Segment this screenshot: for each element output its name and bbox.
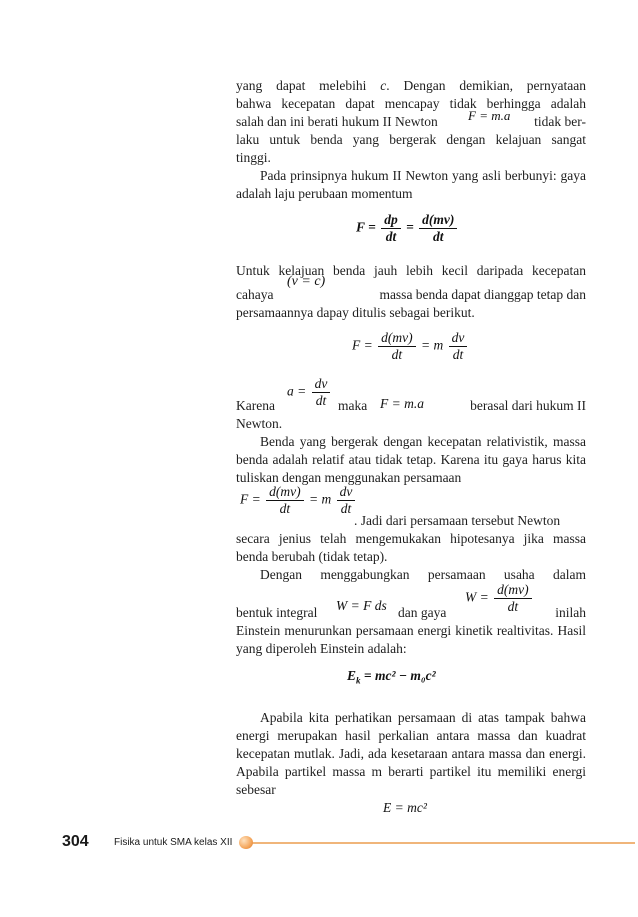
paragraph-7: Apabila kita perhatikan persamaan di atas tampak bahwa energi merupakan hasil perkalian antara massa dan kuadrat kecepatan mutlak. Jadi, ada kesetaraan antara massa dan energi. Apabila partikel massa m berarti partikel itu memiliki energi sebesar <box>236 710 586 797</box>
equation-f-ma: F = m.a <box>380 396 424 411</box>
paragraph-1 <box>236 77 586 167</box>
paragraph-5-cont: . Jadi dari persamaan tersebut Newton secara jenius telah mengemukakan hipotesanya jika massa benda berubah (tidak tetap). <box>236 513 586 564</box>
book-title: Fisika untuk SMA kelas XII <box>114 837 233 848</box>
text-line: laku untuk benda yang bergerak dengan kelajuan sangat <box>236 132 586 147</box>
equation-w-fds: W = F ds <box>336 598 387 613</box>
paragraph-2: Pada prinsipnya hukum II Newton yang asli berbunyi: gaya adalah laju perubaan momentum <box>236 168 586 201</box>
footer-rule <box>250 842 635 844</box>
paragraph-3: Untuk kelajuan benda jauh lebih kecil daripada kecepatan cahaya massa benda dapat dianggap tetap dan persamaannya dapay ditulis sebagai berikut. <box>236 263 586 320</box>
text-line: salah dan ini berati hukum II Newton tidak ber- <box>236 114 586 129</box>
equation-force-relativistic: F = $\frac{d(mv)}{dt}$ = m $\frac{dv}{dt}$ <box>352 330 469 363</box>
equation-momentum: F = $\frac{dp}{dt}$ = $\frac{d(mv)}{dt}$ <box>356 212 459 245</box>
paragraph-4: Karena maka berasal dari hukum II Newton. <box>236 398 586 431</box>
text-line: tinggi. <box>236 150 271 165</box>
paragraph-6: Dengan menggabungkan persamaan usaha dalam bentuk integral dan gaya inilah Einstein menurunkan persamaan energi kinetik realtivitas. Hasil yang diperoleh Einstein adalah: <box>236 567 586 656</box>
text-line: yang dapat melebihi c. Dengan demikian, pernyataan <box>236 78 587 93</box>
equation-e-mc2: E = mc² <box>383 800 427 815</box>
page-number: 304 <box>62 833 89 850</box>
equation-v-c: (v = c) <box>287 274 326 289</box>
equation-w-dmv: W = $\frac{d(mv)}{dt}$ <box>465 582 534 615</box>
equation-force-relativistic-inline: F = $\frac{d(mv)}{dt}$ = m $\frac{dv}{dt}$ <box>240 484 357 517</box>
equation-kinetic-energy: $E_k = mc^2 - m_0c^2$ <box>347 668 436 686</box>
paragraph-5: Benda yang bergerak dengan kecepatan relativistik, massa benda adalah relatif atau tidak tetap. Karena itu gaya harus kita tuliskan dengan menggunakan persamaan <box>236 434 586 485</box>
footer-ornament-icon <box>239 836 253 849</box>
text-line: bahwa kecepatan dapat mencapay tidak berhingga adalah <box>236 96 586 111</box>
equation-a-def: a = $\frac{dv}{dt}$ <box>287 376 332 409</box>
equation-f-ma-inline: F = m.a <box>468 108 511 123</box>
